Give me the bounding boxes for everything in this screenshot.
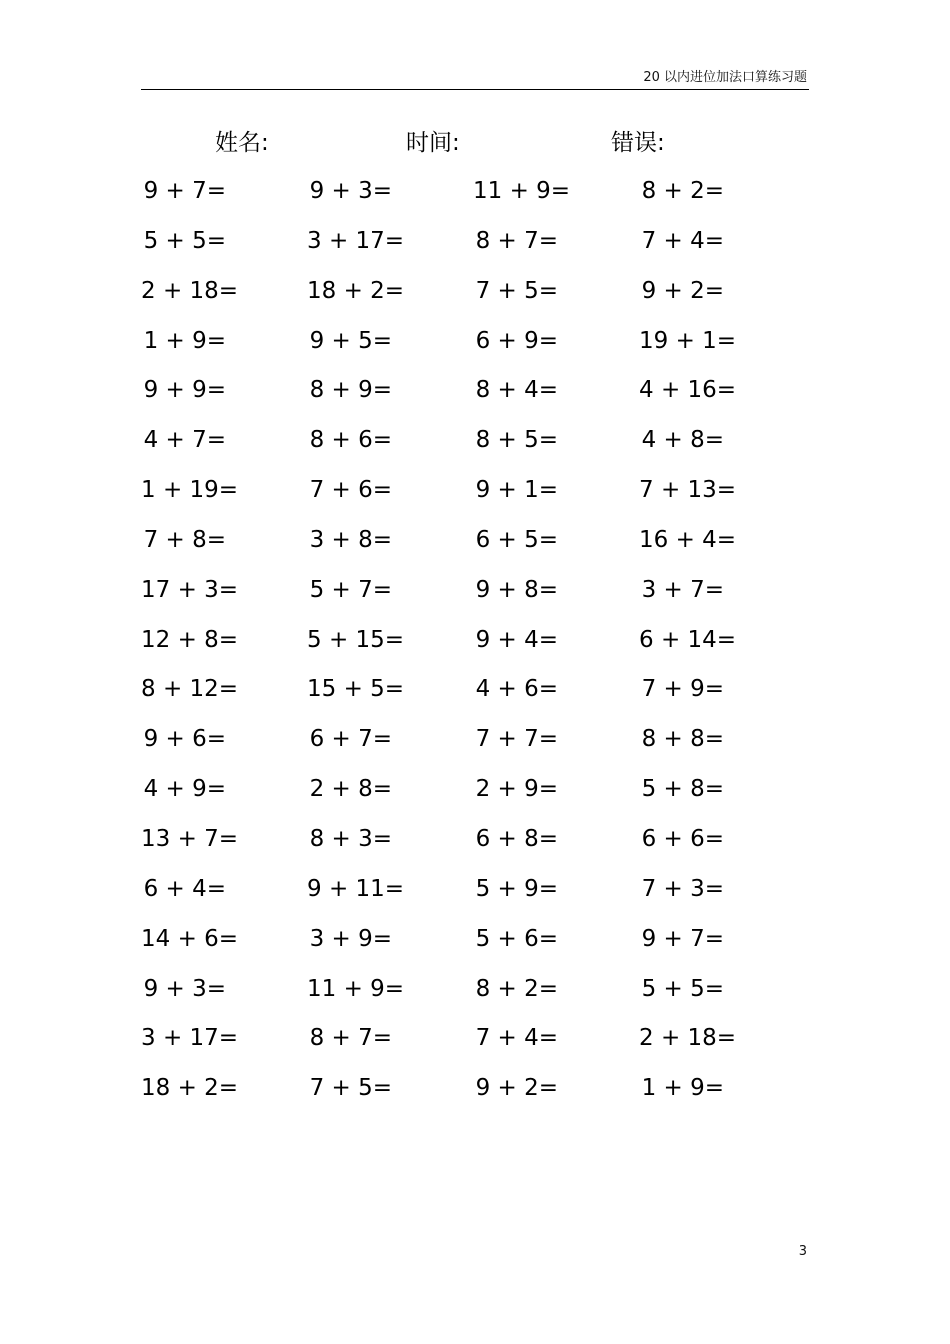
math-problem: 7 + 3= xyxy=(641,875,724,902)
problem-row xyxy=(141,665,741,715)
math-problem: 11 + 9= xyxy=(307,975,405,1002)
math-problem: 17 + 3= xyxy=(141,576,239,603)
math-problem: 4 + 9= xyxy=(143,776,226,803)
math-problem: 1 + 9= xyxy=(143,327,226,354)
header-rule xyxy=(141,89,809,90)
problem-row xyxy=(141,815,741,865)
math-problem: 7 + 4= xyxy=(475,1025,558,1052)
math-problem: 19 + 1= xyxy=(639,327,737,354)
math-problem: 5 + 9= xyxy=(475,875,558,902)
math-problem: 9 + 5= xyxy=(309,327,392,354)
math-problem: 4 + 16= xyxy=(639,377,737,404)
math-problem: 8 + 9= xyxy=(309,377,392,404)
math-problem: 6 + 5= xyxy=(475,526,558,553)
math-problem: 5 + 5= xyxy=(143,227,226,254)
math-problem: 9 + 3= xyxy=(143,975,226,1002)
math-problem: 2 + 9= xyxy=(475,776,558,803)
math-problem: 9 + 7= xyxy=(641,925,724,952)
info-row xyxy=(0,126,950,160)
math-problem: 3 + 8= xyxy=(309,526,392,553)
math-problem: 9 + 2= xyxy=(641,277,724,304)
math-problem: 9 + 1= xyxy=(475,477,558,504)
math-problem: 8 + 4= xyxy=(475,377,558,404)
math-problem: 3 + 7= xyxy=(641,576,724,603)
math-problem: 9 + 6= xyxy=(143,726,226,753)
errors-label: 错误: xyxy=(611,130,665,156)
math-problem: 14 + 6= xyxy=(141,925,239,952)
math-problem: 6 + 7= xyxy=(309,726,392,753)
problem-row xyxy=(141,566,741,616)
math-problem: 5 + 5= xyxy=(641,975,724,1002)
page-number: 3 xyxy=(798,1244,807,1259)
problem-grid xyxy=(141,167,741,1114)
math-problem: 7 + 5= xyxy=(475,277,558,304)
math-problem: 8 + 7= xyxy=(309,1025,392,1052)
math-problem: 6 + 8= xyxy=(475,825,558,852)
math-problem: 9 + 4= xyxy=(475,626,558,653)
math-problem: 6 + 14= xyxy=(639,626,737,653)
name-label: 姓名: xyxy=(215,130,269,156)
math-problem: 9 + 2= xyxy=(475,1075,558,1102)
math-problem: 2 + 18= xyxy=(639,1025,737,1052)
math-problem: 6 + 9= xyxy=(475,327,558,354)
math-problem: 12 + 8= xyxy=(141,626,239,653)
math-problem: 8 + 7= xyxy=(475,227,558,254)
math-problem: 3 + 9= xyxy=(309,925,392,952)
problem-row xyxy=(141,317,741,367)
math-problem: 1 + 9= xyxy=(641,1075,724,1102)
math-problem: 9 + 7= xyxy=(143,178,226,204)
problem-row xyxy=(141,965,741,1015)
math-problem: 13 + 7= xyxy=(141,825,239,852)
math-problem: 4 + 6= xyxy=(475,676,558,703)
math-problem: 4 + 8= xyxy=(641,427,724,454)
math-problem: 5 + 8= xyxy=(641,776,724,803)
math-problem: 5 + 7= xyxy=(309,576,392,603)
math-problem: 8 + 2= xyxy=(475,975,558,1002)
math-problem: 7 + 9= xyxy=(641,676,724,703)
math-problem: 9 + 8= xyxy=(475,576,558,603)
problem-row xyxy=(141,167,741,217)
math-problem: 1 + 19= xyxy=(141,477,239,504)
math-problem: 8 + 12= xyxy=(141,676,239,703)
math-problem: 18 + 2= xyxy=(141,1075,239,1102)
math-problem: 11 + 9= xyxy=(473,178,571,204)
math-problem: 9 + 9= xyxy=(143,377,226,404)
math-problem: 2 + 18= xyxy=(141,277,239,304)
problem-row xyxy=(141,765,741,815)
problem-row xyxy=(141,416,741,466)
problem-row xyxy=(141,865,741,915)
problem-row xyxy=(141,616,741,666)
math-problem: 7 + 6= xyxy=(309,477,392,504)
math-problem: 7 + 13= xyxy=(639,477,737,504)
math-problem: 16 + 4= xyxy=(639,526,737,553)
math-problem: 3 + 17= xyxy=(141,1025,239,1052)
math-problem: 7 + 5= xyxy=(309,1075,392,1102)
math-problem: 8 + 8= xyxy=(641,726,724,753)
problem-row xyxy=(141,715,741,765)
problem-row xyxy=(141,217,741,267)
math-problem: 4 + 7= xyxy=(143,427,226,454)
math-problem: 5 + 15= xyxy=(307,626,405,653)
math-problem: 7 + 7= xyxy=(475,726,558,753)
math-problem: 8 + 3= xyxy=(309,825,392,852)
header-title: 20 以内进位加法口算练习题 xyxy=(643,70,807,85)
problem-row xyxy=(141,466,741,516)
math-problem: 5 + 6= xyxy=(475,925,558,952)
math-problem: 8 + 6= xyxy=(309,427,392,454)
problem-row xyxy=(141,366,741,416)
problem-row xyxy=(141,1014,741,1064)
math-problem: 3 + 17= xyxy=(307,227,405,254)
math-problem: 8 + 5= xyxy=(475,427,558,454)
math-problem: 6 + 4= xyxy=(143,875,226,902)
time-label: 时间: xyxy=(406,130,460,156)
math-problem: 18 + 2= xyxy=(307,277,405,304)
math-problem: 9 + 3= xyxy=(309,178,392,204)
math-problem: 15 + 5= xyxy=(307,676,405,703)
math-problem: 2 + 8= xyxy=(309,776,392,803)
math-problem: 6 + 6= xyxy=(641,825,724,852)
math-problem: 8 + 2= xyxy=(641,178,724,204)
problem-row xyxy=(141,915,741,965)
problem-row xyxy=(141,267,741,317)
math-problem: 7 + 4= xyxy=(641,227,724,254)
problem-row xyxy=(141,516,741,566)
math-problem: 9 + 11= xyxy=(307,875,405,902)
problem-row xyxy=(141,1064,741,1114)
math-problem: 7 + 8= xyxy=(143,526,226,553)
